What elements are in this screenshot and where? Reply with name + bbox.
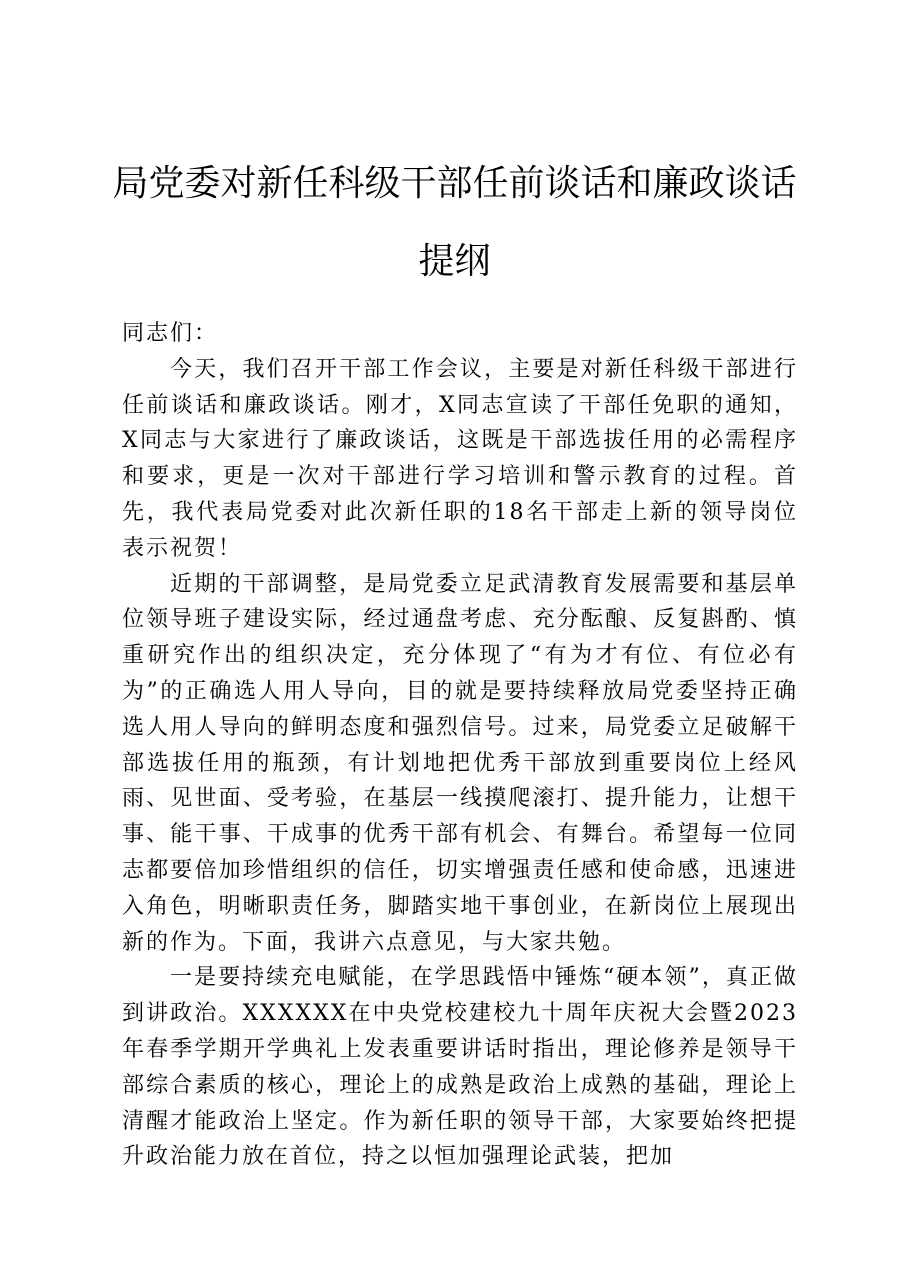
document-title: 局党委对新任科级干部任前谈话和廉政谈话提纲 [112, 163, 797, 282]
salutation: 同志们： [122, 321, 219, 346]
paragraph-point-one: 一是要持续充电赋能，在学思践悟中锤炼“硬本领”，真正做到讲政治。XXXXXX在中央党校建校九十周年庆祝大会暨2023年春季学期开学典礼上发表重要讲话时指出，理论修养是领导干部综合素质的核心，理论上的成熟是政治上成熟的基础，理论上清醒才能政治上坚定。作为新任职的领导干部，大家要始终把提升政治能力放在首位，持之以恒加强理论武装，把加 [122, 965, 798, 1170]
document-body [122, 316, 798, 1175]
paragraph-adjustment: 近期的干部调整，是局党委立足武清教育发展需要和基层单位领导班子建设实际，经过通盘考虑、充分酝酿、反复斟酌、慎重研究作出的组织决定，充分体现了“有为才有位、有位必有为”的正确选人用人导向，目的就是要持续释放局党委坚持正确选人用人导向的鲜明态度和强烈信号。过来，局党委立足破解干部选拔任用的瓶颈，有计划地把优秀干部放到重要岗位上经风雨、见世面、受考验，在基层一线摸爬滚打、提升能力，让想干事、能干事、干成事的优秀干部有机会、有舞台。希望每一位同志都要倍加珍惜组织的信任，切实增强责任感和使命感，迅速进入角色，明晰职责任务，脚踏实地干事创业，在新岗位上展现出新的作为。下面，我讲六点意见，与大家共勉。 [122, 571, 798, 955]
paragraph-opening: 今天，我们召开干部工作会议，主要是对新任科级干部进行任前谈话和廉政谈话。刚才，X同志宣读了干部任免职的通知，X同志与大家进行了廉政谈话，这既是干部选拔任用的必需程序和要求，更是一次对干部进行学习培训和警示教育的过程。首先，我代表局党委对此次新任职的18名干部走上新的领导岗位表示祝贺！ [122, 356, 798, 561]
